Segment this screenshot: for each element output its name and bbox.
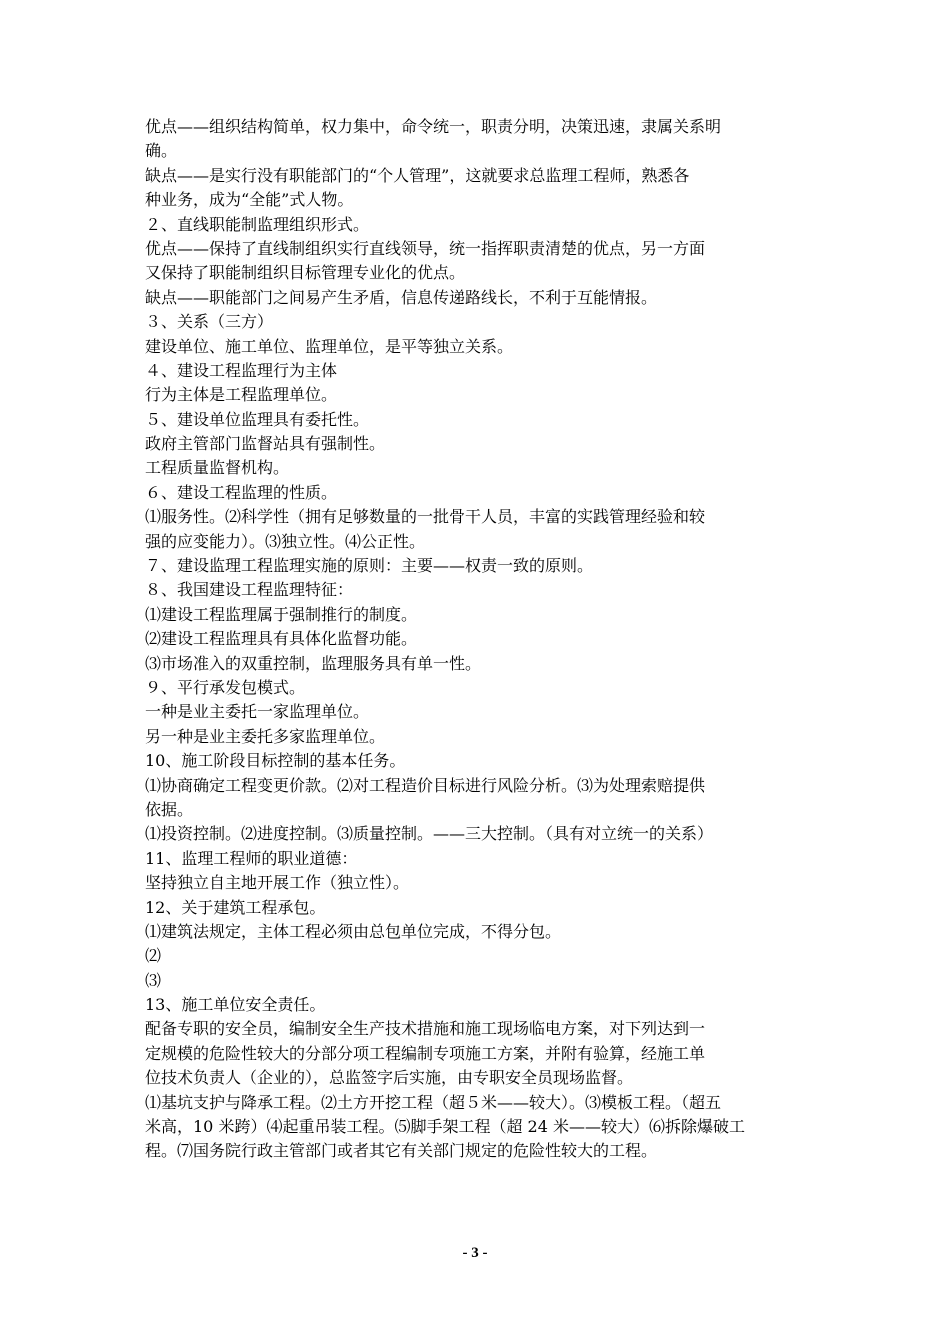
- text-line: 依据。: [145, 799, 194, 819]
- text-line: 确。: [145, 141, 178, 161]
- text-line: 强的应变能力）。⑶独立性。⑷公正性。: [145, 531, 426, 551]
- text-line: ５、建设单位监理具有委托性。: [145, 409, 370, 429]
- text-line: 一种是业主委托一家监理单位。: [145, 702, 370, 722]
- text-line: ４、建设工程监理行为主体: [145, 360, 338, 380]
- text-line: ６、建设工程监理的性质。: [145, 482, 338, 502]
- text-line: ⑴建设工程监理属于强制推行的制度。: [145, 604, 418, 624]
- text-line: 程。⑺国务院行政主管部门或者其它有关部门规定的危险性较大的工程。: [145, 1141, 658, 1161]
- text-line: 10、施工阶段目标控制的基本任务。: [145, 751, 406, 771]
- text-line: 缺点——是实行没有职能部门的“个人管理”，这就要求总监理工程师，熟悉各: [145, 165, 690, 185]
- text-line: ⑵: [145, 946, 162, 966]
- text-line: 12、关于建筑工程承包。: [145, 897, 326, 917]
- text-line: 优点——组织结构简单，权力集中，命令统一，职责分明，决策迅速，隶属关系明: [145, 117, 722, 136]
- text-line: 11、监理工程师的职业道德：: [145, 848, 358, 868]
- text-line: 13、施工单位安全责任。: [145, 995, 326, 1015]
- text-line: 种业务，成为“全能”式人物。: [145, 190, 354, 210]
- text-line: ７、建设监理工程监理实施的原则：主要——权责一致的原则。: [145, 556, 594, 576]
- text-line: 定规模的危险性较大的分部分项工程编制专项施工方案，并附有验算，经施工单: [145, 1043, 706, 1063]
- text-line: 工程质量监督机构。: [145, 458, 290, 478]
- text-line: ⑴建筑法规定，主体工程必须由总包单位完成，不得分包。: [145, 921, 562, 941]
- text-line: ⑶市场准入的双重控制，监理服务具有单一性。: [145, 653, 482, 673]
- document-body: [145, 115, 815, 1164]
- text-line: ８、我国建设工程监理特征：: [145, 580, 354, 600]
- text-line: ⑴投资控制。⑵进度控制。⑶质量控制。——三大控制。（具有对立统一的关系）: [145, 824, 714, 844]
- text-line: 又保持了职能制组织目标管理专业化的优点。: [145, 263, 466, 283]
- text-line: 行为主体是工程监理单位。: [145, 385, 338, 405]
- text-line: ２、直线职能制监理组织形式。: [145, 214, 370, 234]
- text-line: ⑵建设工程监理具有具体化监督功能。: [145, 629, 418, 649]
- text-line: 另一种是业主委托多家监理单位。: [145, 726, 386, 746]
- text-line: 位技术负责人（企业的），总监签字后实施，由专职安全员现场监督。: [145, 1068, 634, 1088]
- text-line: 建设单位、施工单位、监理单位，是平等独立关系。: [145, 336, 514, 356]
- text-line: 优点——保持了直线制组织实行直线领导，统一指挥职责清楚的优点，另一方面: [145, 238, 706, 258]
- text-line: ⑴基坑支护与降承工程。⑵土方开挖工程（超５米——较大）。⑶模板工程。（超五: [145, 1092, 722, 1112]
- text-line: ３、关系（三方）: [145, 312, 274, 332]
- text-line: 配备专职的安全员，编制安全生产技术措施和施工现场临电方案，对下列达到一: [145, 1019, 706, 1039]
- text-line: 缺点——职能部门之间易产生矛盾，信息传递路线长，不利于互能情报。: [145, 287, 658, 307]
- text-line: 米高，10 米跨）⑷起重吊装工程。⑸脚手架工程（超 24 米——较大）⑹拆除爆破工: [145, 1117, 745, 1137]
- text-line: ⑴协商确定工程变更价款。⑵对工程造价目标进行风险分析。⑶为处理索赔提供: [145, 775, 706, 795]
- text-line: 政府主管部门监督站具有强制性。: [145, 434, 386, 454]
- text-line: 坚持独立自主地开展工作（独立性）。: [145, 873, 410, 893]
- text-line: ９、平行承发包模式。: [145, 677, 306, 697]
- text-line: ⑶: [145, 970, 162, 990]
- text-line: ⑴服务性。⑵科学性（拥有足够数量的一批骨干人员，丰富的实践管理经验和较: [145, 507, 706, 527]
- page-number: - 3 -: [462, 1245, 488, 1261]
